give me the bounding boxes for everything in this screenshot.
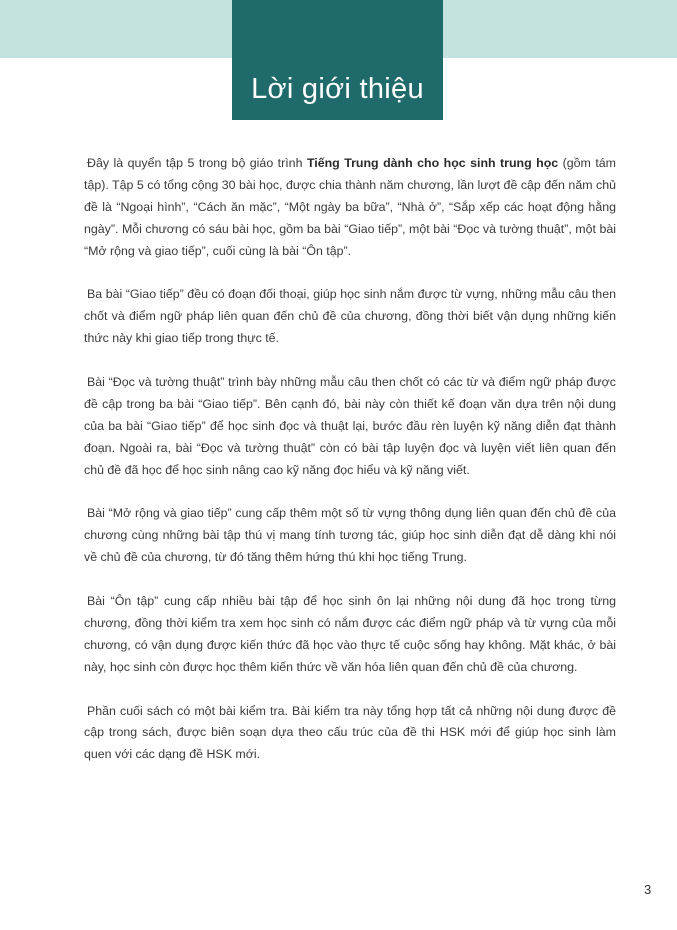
paragraph-2: Ba bài “Giao tiếp” đều có đoạn đối thoại, giúp học sinh nắm được từ vựng, những mẫu câu then chốt và điểm ngữ pháp liên quan đến chủ đề của chương, đồng thời biết vận dụng những kiến thức này khi giao tiếp trong thực tế.	[84, 287, 616, 346]
paragraph-1-rest: (gồm tám tập). Tập 5 có tổng cộng 30 bài học, được chia thành năm chương, lần lượt đề cập đến năm chủ đề là “Ngoại hình”, “Cách ăn mặc”, “Một ngày ba bữa”, “Nhà ở”, “Sắp xếp các hoạt động hằng ngày”. Mỗi chương có sáu bài học, gồm ba bài “Giao tiếp”, một bài “Đọc và tường thuật”, một bài “Mở rộng và giao tiếp”, cuối cùng là bài “Ôn tập”.	[84, 156, 616, 258]
paragraph-6: Phần cuối sách có một bài kiểm tra. Bài kiểm tra này tổng hợp tất cả những nội dung được đề cập trong sách, được biên soạn dựa theo cấu trúc của đề thi HSK mới để giúp học sinh làm quen với các dạng đề HSK mới.	[84, 703, 616, 762]
paragraph-4: Bài “Mở rộng và giao tiếp” cung cấp thêm một số từ vựng thông dụng liên quan đến chủ đề của chương cùng những bài tập thú vị mang tính tương tác, giúp học sinh diễn đạt dễ dàng khi nói về chủ đề của chương, từ đó tăng thêm hứng thú khi học tiếng Trung.	[84, 506, 616, 565]
paragraph-5: Bài “Ôn tập” cung cấp nhiều bài tập để học sinh ôn lại những nội dung đã học trong từng chương, đồng thời kiểm tra xem học sinh có nắm được các điểm ngữ pháp và từ vựng của mỗi chương, có vận dụng được kiến thức đã học vào thực tế cuộc sống hay không. Mặt khác, ở bài này, học sinh còn được học thêm kiến thức về văn hóa liên quan đến chủ đề của chương.	[84, 594, 616, 674]
paragraph-1-start: Đây là quyển tập 5 trong bộ giáo trình	[87, 156, 307, 170]
paragraph-3: Bài “Đọc và tường thuật” trình bày những mẫu câu then chốt có các từ và điểm ngữ pháp được đề cập trong ba bài “Giao tiếp”. Bên cạnh đó, bài này còn thiết kế đoạn văn dựa trên nội dung của ba bài “Giao tiếp” để học sinh đọc và thuật lại, bước đầu rèn luyện kỹ năng diễn đạt thành đoạn. Ngoài ra, bài “Đọc và tường thuật” còn có bài tập luyện đọc và luyện viết liên quan đến chủ đề đã học để học sinh nâng cao kỹ năng đọc hiểu và kỹ năng viết.	[84, 375, 616, 477]
title-banner	[232, 0, 443, 120]
book-title-bold: Tiếng Trung dành cho học sinh trung học	[306, 156, 559, 170]
page-title: Lời giới thiệu	[251, 73, 424, 105]
body-text	[84, 153, 616, 788]
page-number: 3	[644, 882, 652, 897]
paragraph-1	[84, 153, 616, 263]
